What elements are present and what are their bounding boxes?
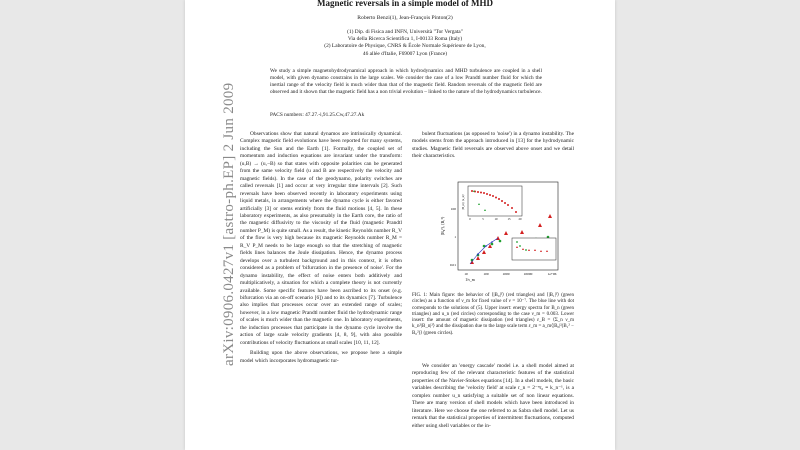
- affiliation-line: (2) Laboratoire de Physique, CNRS & École Normale Supérieure de Lyon,: [324, 43, 486, 50]
- affiliation-line: (1) Dip. di Fisica and INFN, Università "Tor Vergata": [347, 29, 463, 35]
- arxiv-stamp-text: arXiv:0906.0427v1 [astro-ph.EP] 2 Jun 2009: [221, 82, 237, 366]
- affiliation-line: Via della Ricerca Scientifica 1, I-00133 Roma (Italy): [347, 36, 463, 43]
- upper-insert-xtick: 10: [494, 217, 498, 221]
- right-column-top: [412, 131, 574, 161]
- abstract: We study a simple magnetohydrodynamical approach in which hydrodynamics and MHD turbulence are coupled in a shell model, with given dynamo constrains in the large scales. We consider the case of a low Prandtl number fluid for which the inertial range of the velocity field is much wider than that of the magnetic field. Random reversals of the magnetic field are observed and it shown that the magnetic field has a non trivial evolution – linked to the nature of the hydrodynamics turbulence.: [270, 68, 542, 95]
- upper-insert-xtick: 0: [469, 217, 471, 221]
- paragraph: Observations show that natural dynamos are intrinsically dynamical. Complex magnetic field evolutions have been reported for many systems, including the Sun and the Earth [1]. Formally, the coupled set of momentum and induction equations are invariant under the transform: (u,B) → (u,−B) so that states with opposite polarities can be generated from the same velocity field (u and B are respectively the velocity and magnetic fields). In the case of the geodynamo, polarity switches are called reversals [1] and occur at very irregular time intervals [2]. Such reversals have been observed recently in laboratory experiments using liquid metals, in arrangements where the dynamo cycle is either favored artificially [3] or stems entirely from the fluid motions [4, 5]. In these laboratory experiments, as also presumably in the Earth core, the ratio of the magnetic diffusivity to the viscosity of the fluid (magnetic Prandtl number P_M) is quite small. As a result, the kinetic Reynolds number R_V of the flow is very high because its magnetic Reynolds number R_M = R_V P_M needs to be large enough so that the stretching of magnetic fields lines balances the Joule dissipation. Hence, the dynamo process develops over a turbulent background and in this context, it is often considered as a problem of 'bifurcation in the presence of noise'. For the dynamo instability, the effect of noise enters both additively and multiplicatively, a situation for which a complete theory is not currently available. Some specific features have been ascribed to its onset (e.g. bifurcation via an on-off scenario [6]) and to its dynamics [7]. Turbulence also implies that processes occur over an extended range of scales; however, in a low magnetic Prandtl number fluid the hydrodynamic range of scales is much wider than the magnetic one. In laboratory experiments, the induction processes that participate in the dynamo cycle involve the action of large scale velocity gradients [4, 8, 9], with also possible contributions of velocity fluctuations at small scales [10, 11, 12].: [240, 131, 403, 346]
- pacs-numbers: PACS numbers: 47.27.-i,91.25.Cw,47.27.Ak: [270, 112, 365, 118]
- paper-authors: Roberto Benzi(1), Jean-François Pinton(2): [357, 15, 453, 21]
- right-column-bottom: [412, 363, 574, 430]
- x-tick-label: 10000: [523, 272, 533, 276]
- upper-insert-ylabel: |B_n|², |u_n|²: [461, 194, 465, 210]
- affiliation-line: 46 allée d'Italie, F69007 Lyon (France): [362, 50, 448, 57]
- figure-1: [440, 180, 560, 282]
- left-column: [240, 131, 402, 365]
- paper-affiliations: [240, 29, 570, 58]
- paragraph: bulent fluctuations (as opposed to 'noise') in a dynamo instability. The models stems from the approach introduced in [13] for the hydrodynamic studies. Magnetic field reversals are observed above onset and we detail their characteristics.: [412, 131, 574, 160]
- main-ylabel: ⟨B₀²⟩, ⟨B₁²⟩: [440, 216, 445, 236]
- paper-title: Magnetic reversals in a simple model of MHD: [316, 0, 494, 8]
- y-tick-label: 100: [450, 207, 456, 211]
- lower-insert-frame: [512, 238, 556, 260]
- upper-insert-xtick: 15: [507, 217, 511, 221]
- y-tick-label: 0.01: [449, 263, 456, 267]
- arxiv-stamp: [199, 50, 237, 370]
- paragraph: Building upon the above observations, we propose here a simple model which incorporates hydromagnetic tur-: [240, 350, 402, 364]
- paragraph: We consider an 'energy cascade' model i.e. a shell model aimed at reproducing few of the relevant characteristic features of the statistical properties of the Navier-Stokes equations [14]. In a shell models, the basic variables describing the 'velocity field' at scale r_n = 2⁻ⁿr₀ ≡ k_n⁻¹, is a complex number u_n satisfying a suitable set of non linear equations. There are many version of shell models which have been introduced in literature. Here we choose the one referred to as Sabra shell model. Let us remark that the statistical properties of intermittent fluctuations, computed either using shell variables or the in-: [412, 363, 574, 429]
- main-xlabel: 1/ν_m: [465, 278, 475, 282]
- x-tick-label: 1e+06: [547, 272, 557, 276]
- y-tick-label: 1: [454, 235, 456, 239]
- upper-insert-frame: [468, 186, 522, 216]
- x-tick-label: 10: [464, 272, 468, 276]
- x-tick-label: 1000: [502, 272, 510, 276]
- figure-caption: FIG. 1: Main figure: the behavior of ⟨|B₀|²⟩ (red triangles) and ⟨|B₁|²⟩ (green circles) as a function of ν_m for fixed value of ν = 10⁻⁷. The blue line with dot corresponds to the solutions of (5). Upper insert: energy spectra for B_n (green triangles) and u_n (red circles) corresponding to the case ν_m = 0.003. Lower insert: the amount of magnetic dissipation (red triangles) ε_B = ⟨Σ_n ν_m k_n²|B_n|²⟩ and the dissipation due to the large scale term ε_m = a_m⟨|B₀|²(B₁² − B₀²)⟩ (green circles).: [412, 293, 574, 336]
- upper-insert-xtick: 5: [482, 217, 484, 221]
- x-tick-label: 100: [483, 272, 489, 276]
- upper-insert-xtick: 20: [518, 217, 522, 221]
